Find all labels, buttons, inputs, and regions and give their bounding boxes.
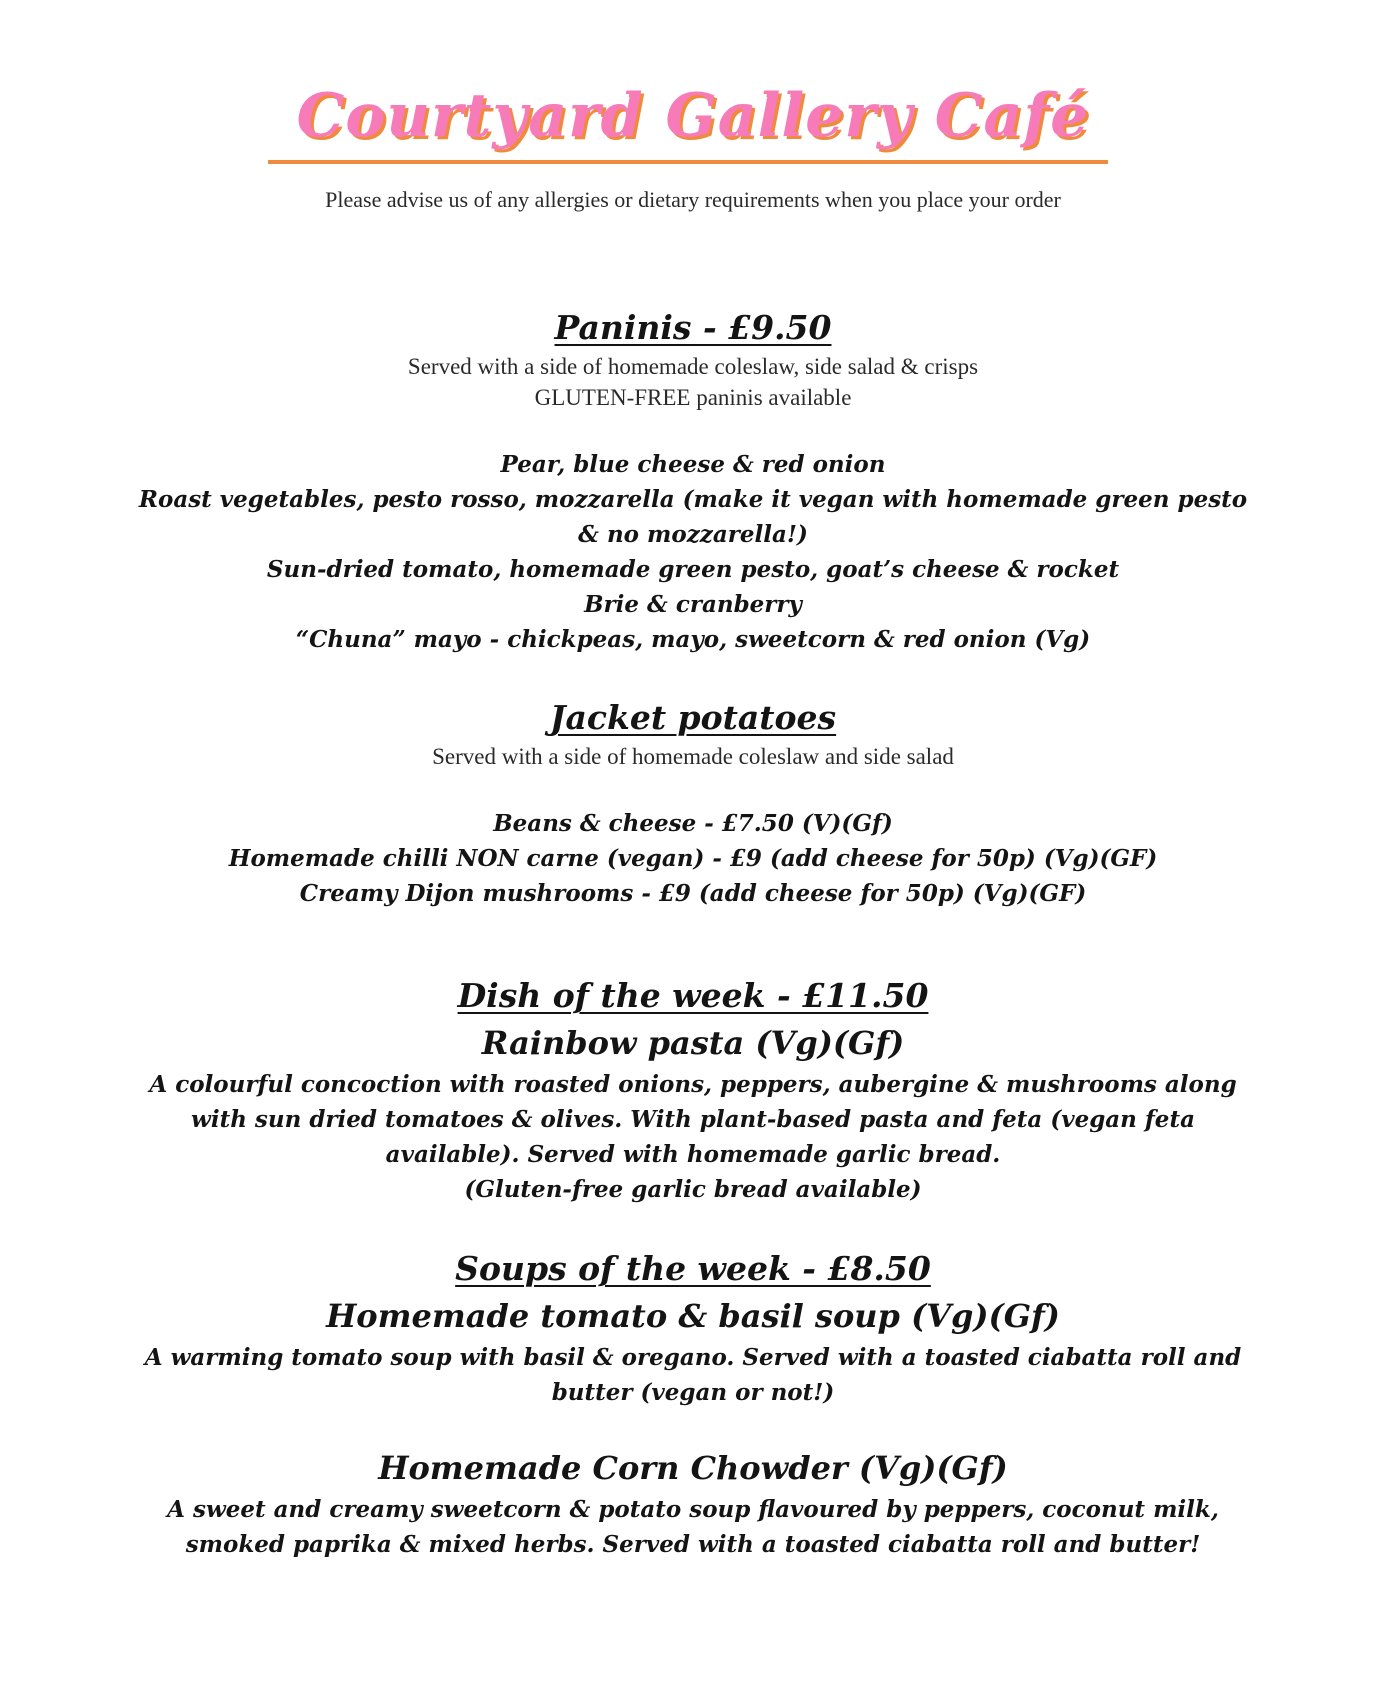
cafe-title: Courtyard Gallery Café <box>296 81 1090 151</box>
allergy-note: Please advise us of any allergies or dietary requirements when you place your order <box>325 187 1061 212</box>
dish-extra: (Gluten-free garlic bread available) <box>464 1176 922 1203</box>
dish-heading: Dish of the week - £11.50 <box>457 976 929 1015</box>
menu-item: Creamy Dijon mushrooms - £9 (add cheese for 50p) (Vg)(GF) <box>299 880 1087 907</box>
dish-description: A colourful concoction with roasted onions, peppers, aubergine & mushrooms along with sun dried tomatoes & olives. With plant-based pasta and feta (vegan feta available). Served with homemade garlic bread. <box>149 1071 1237 1168</box>
jackets-heading: Jacket potatoes <box>549 698 837 737</box>
jackets-section <box>0 695 1386 911</box>
menu-item: Brie & cranberry <box>584 591 802 618</box>
paninis-note: Served with a side of homemade coleslaw, side salad & crisps <box>407 354 979 379</box>
soups-section <box>0 1246 1386 1562</box>
menu-item: Beans & cheese - £7.50 (V)(Gf) <box>493 810 893 837</box>
title-underline <box>268 160 1108 164</box>
spacer <box>0 1410 1386 1444</box>
soup-name: Homemade tomato & basil soup (Vg)(Gf) <box>326 1297 1060 1335</box>
dish-name: Rainbow pasta (Vg)(Gf) <box>481 1024 905 1062</box>
menu-item: Pear, blue cheese & red onion <box>500 451 886 478</box>
spacer <box>0 772 1386 806</box>
paninis-section <box>0 305 1386 657</box>
spacer <box>0 413 1386 447</box>
dish-section <box>0 973 1386 1207</box>
soup-description: A warming tomato soup with basil & oregano. Served with a toasted ciabatta roll and butter (vegan or not!) <box>144 1344 1242 1406</box>
soups-heading: Soups of the week - £8.50 <box>455 1249 931 1288</box>
paninis-heading: Paninis - £9.50 <box>554 308 832 347</box>
paninis-note: GLUTEN-FREE paninis available <box>534 385 852 410</box>
menu-item: & no mozzarella!) <box>578 521 808 548</box>
menu-item: “Chuna” mayo - chickpeas, mayo, sweetcorn & red onion (Vg) <box>295 626 1091 653</box>
soup-name: Homemade Corn Chowder (Vg)(Gf) <box>378 1449 1008 1487</box>
menu-item: Homemade chilli NON carne (vegan) - £9 (add cheese for 50p) (Vg)(GF) <box>228 845 1158 872</box>
menu-item: Sun-dried tomato, homemade green pesto, goat’s cheese & rocket <box>266 556 1120 583</box>
jackets-note: Served with a side of homemade coleslaw and side salad <box>432 744 954 769</box>
menu-item: Roast vegetables, pesto rosso, mozzarella (make it vegan with homemade green pesto <box>138 486 1248 513</box>
soup-description: A sweet and creamy sweetcorn & potato soup flavoured by peppers, coconut milk, smoked paprika & mixed herbs. Served with a toasted ciabatta roll and butter! <box>167 1496 1219 1558</box>
